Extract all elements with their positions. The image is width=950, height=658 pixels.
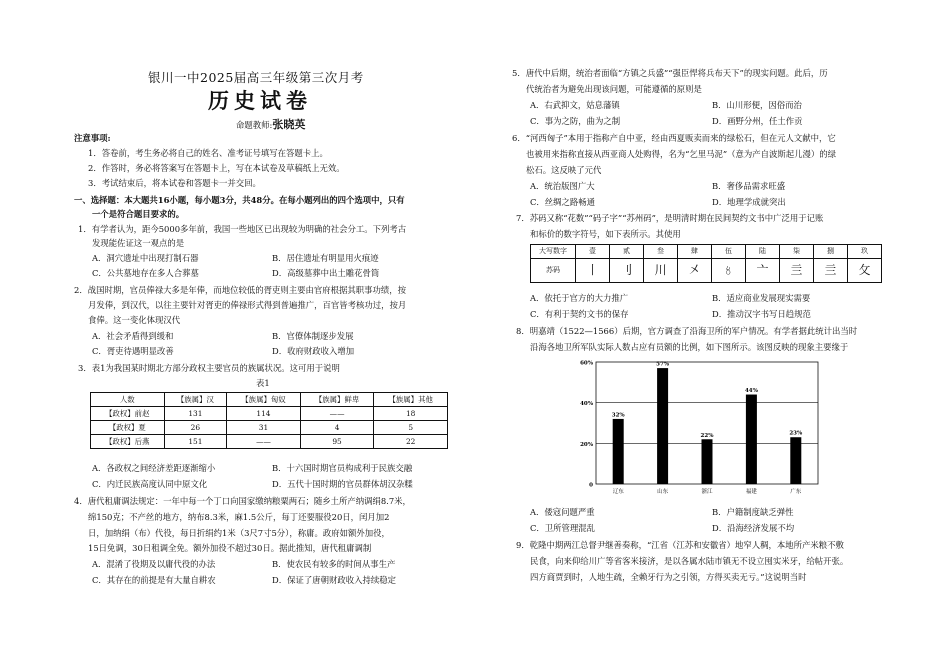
q4-stem: 绵150克；不产丝的地方，纳布8.3米，麻1.5公斤，每丁还要服役20日，闰月加2	[88, 512, 390, 522]
q5-option-b: B．山川形便，因俗而治	[712, 100, 802, 110]
q7-option-a: A．依托于官方的大力推广	[530, 293, 629, 303]
q2-option-a: A．社会矛盾得到缓和	[92, 331, 174, 341]
note-item: 3．考试结束后，将本试卷和答题卡一并交回。	[88, 178, 261, 188]
q8-stem: 8．明嘉靖（1522—1566）后期，官方调查了沿海卫所的军户情况。有学者据此统计出当时	[516, 326, 858, 336]
table-cell: 95	[300, 435, 374, 449]
q6-stem: 6．“河西匈子”本用于指称产自中亚，经由西夏贩卖而来的绿松石，但在元人文献中，它	[512, 133, 836, 143]
q2-option-c: C．胥吏待遇明显改善	[92, 346, 174, 356]
q3-option-c: C．内迁民族高度认同中原文化	[92, 479, 208, 489]
teacher-name: 张晓英	[272, 118, 306, 131]
table-header-cell: 人数	[91, 393, 165, 407]
q4-stem: 15日免调，30日租调全免。额外加役不超过30日。据此推知，唐代租庸调制	[88, 543, 372, 553]
school-title: 银川一中2025届高三年级第三次月考	[148, 70, 364, 85]
table-header-cell: 【族属】汉	[164, 393, 227, 407]
suma-cell: 伍	[712, 245, 746, 259]
table-cell: 【政权】后燕	[91, 435, 165, 449]
notes-heading: 注意事项:	[74, 133, 111, 143]
q1-option-b: B．居住遗址有明显用火痕迹	[272, 253, 379, 263]
q8-option-d: D．沿海经济发展不均	[712, 523, 795, 533]
x-tick-label: 辽东	[612, 489, 624, 495]
q7-stem: 7．苏码又称“花数”“码子字”“苏州码”，是明清时期在民间契约文书中广泛用于记账	[516, 213, 824, 223]
y-tick-label: 60%	[580, 360, 593, 367]
table-cell: 131	[164, 407, 227, 421]
table-cell: 26	[164, 421, 227, 435]
suma-cell: 玖	[848, 245, 882, 259]
y-tick-label: 0	[589, 482, 593, 489]
data-label: 23%	[789, 430, 803, 437]
x-tick-label: 浙江	[701, 489, 713, 495]
suma-symbol: 亖	[780, 259, 814, 283]
q3-option-d: D．五代十国时期的官员群体胡汉杂糅	[272, 479, 413, 489]
teacher-line	[236, 118, 305, 132]
q8-option-b: B．户籍制度缺乏弹性	[712, 507, 794, 517]
suma-cell: 捌	[814, 245, 848, 259]
x-tick-label: 广东	[790, 489, 802, 495]
table-row	[91, 435, 448, 449]
suma-row-numerals	[531, 245, 882, 259]
table-cell: 114	[227, 407, 301, 421]
bar-5	[790, 437, 801, 484]
suma-cell: 柒	[780, 245, 814, 259]
teacher-label: 命题教师:	[236, 120, 273, 130]
table-cell: 4	[300, 421, 374, 435]
bar-2	[657, 368, 668, 484]
y-tick-label: 20%	[580, 441, 593, 448]
data-label: 44%	[744, 388, 758, 395]
table-header-cell: 【族属】其他	[374, 393, 448, 407]
table-cell: 18	[374, 407, 448, 421]
note-item: 1．答卷前，考生务必将自己的姓名、准考证号填写在答题卡上。	[88, 148, 328, 158]
q2-stem: 月发俸，到汉代，以往主要针对胥吏的俸禄形式得到普遍推广，百官皆考核功过，按月	[88, 300, 407, 310]
q2-option-b: B．官僚体制逐步发展	[272, 331, 354, 341]
suma-cell: 壹	[576, 245, 610, 259]
q1-stem: 发现能佐证这一观点的是	[92, 238, 185, 248]
q8-option-c: C．卫所管理混乱	[530, 523, 596, 533]
q7-option-b: B．适应商业发展现实需要	[712, 293, 811, 303]
q5-option-a: A．右武抑文，姑息藩镇	[530, 100, 620, 110]
q1-stem: 1．有学者认为，距今5000多年前，我国一些地区已出现较为明确的社会分工。下列考古	[78, 224, 407, 234]
y-tick-label: 40%	[580, 401, 593, 408]
q2-stem: 2．战国时期，官员俸禄大多是年俸，而地位较低的胥吏则主要由官府根据其职事功绩，按	[74, 285, 406, 295]
q8-stem: 沿海各地卫所军队实际人数占应有员额的比例，如下图所示。该图反映的现象主要缘于	[530, 342, 849, 352]
q5-stem: 5．唐代中后期，统治者面临“方镇之兵盛”“强臣悍将兵布天下”的现实问题。此后，历	[512, 68, 828, 78]
suma-symbol: 亠	[746, 259, 780, 283]
suma-symbol: 攵	[848, 259, 882, 283]
q2-option-d: D．收府财政收入增加	[272, 346, 355, 356]
bar-1	[613, 419, 624, 484]
q4-option-c: C．其存在的前提是有大量自耕农	[92, 575, 216, 585]
exam-title: 历史试卷	[208, 89, 312, 113]
q5-option-c: C．事为之防，曲为之制	[530, 116, 621, 126]
data-label: 22%	[700, 432, 714, 439]
suma-symbol: 丨	[576, 259, 610, 283]
table-header-row	[91, 393, 448, 407]
q6-stem: 也被用来指称直接从西亚商人处购得，名为“乞里马泥”（意为产自波斯起儿漫）的绿	[526, 149, 837, 159]
table-row	[91, 421, 448, 435]
q4-stem: 日，加纳绢（布）代役，每日折绢约1米（3尺7寸5分），称庸。政府如额外加役，	[88, 528, 390, 538]
q6-option-b: B．奢侈品需求旺盛	[712, 181, 786, 191]
bar-4	[746, 395, 757, 484]
table-header-cell: 【族属】鲜卑	[300, 393, 374, 407]
q7-option-d: D．推动汉字书写日趋规范	[712, 309, 811, 319]
q4-stem: 4．唐代租庸调法规定：一年中每一个丁口向国家缴纳粮粟两石；随乡土所产纳调绢8.7米，	[74, 496, 411, 506]
q2-stem: 食俸。这一变化体现汉代	[88, 315, 181, 325]
q3-option-a: A．各政权之间经济差距逐渐缩小	[92, 463, 216, 473]
suma-cell: 叁	[644, 245, 678, 259]
suma-symbol: 㐅	[678, 259, 712, 283]
q9-stem: 四方商贾到时，人地生疏，全赖牙行为之引领，方得买卖无亏。”这说明当时	[530, 572, 807, 582]
suma-row-symbols	[531, 259, 882, 283]
q6-stem: 松石。这反映了元代	[526, 165, 602, 175]
q6-option-d: D．地理学成就突出	[712, 197, 786, 207]
table-cell: 31	[227, 421, 301, 435]
suma-cell: 陆	[746, 245, 780, 259]
garrison-bar-chart	[570, 356, 828, 498]
note-item: 2．作答时，务必将答案写在答题卡上，写在本试卷及草稿纸上无效。	[88, 163, 345, 173]
section-instructions: 一、选择题：本大题共16小题，每小题3分，共48分。在每小题列出的四个选项中，只有	[74, 195, 405, 205]
table-cell: 22	[374, 435, 448, 449]
q1-option-a: A．洞穴遗址中出现打制石器	[92, 253, 199, 263]
suma-table	[530, 244, 882, 283]
data-label: 32%	[611, 412, 625, 419]
q8-option-a: A．倭寇问题严重	[530, 507, 595, 517]
bar-3	[702, 439, 713, 484]
q4-option-b: B．使农民有较多的时间从事生产	[272, 559, 396, 569]
suma-cell: 贰	[610, 245, 644, 259]
q4-option-d: D．保证了唐朝财政收入持续稳定	[272, 575, 396, 585]
table-cell: 【政权】前赵	[91, 407, 165, 421]
q1-option-d: D．高级墓葬中出土雕花骨筒	[272, 268, 380, 278]
q4-option-a: A．混淆了役期及以庸代役的办法	[92, 559, 216, 569]
suma-symbol: 川	[644, 259, 678, 283]
table-cell: 151	[164, 435, 227, 449]
q1-option-c: C．公共墓地存在多人合葬墓	[92, 268, 199, 278]
q6-option-a: A．统治版图广大	[530, 181, 595, 191]
section-instructions-2: 一个是符合题目要求的。	[92, 209, 185, 219]
table-header-cell: 【族属】匈奴	[227, 393, 301, 407]
suma-cell: 肆	[678, 245, 712, 259]
suma-symbol: 刂	[610, 259, 644, 283]
q7-stem: 和标价的数字符号，如下表所示。其使用	[530, 229, 681, 239]
suma-cell: 苏码	[531, 259, 576, 283]
q3-option-b: B．十六国时期官员构成利于民族交融	[272, 463, 413, 473]
table-cell: 【政权】夏	[91, 421, 165, 435]
q3-stem: 3．表1为我国某时期北方部分政权主要官员的族属状况。这可用于说明	[78, 363, 340, 373]
q9-stem: 民食，向来仰给川广等省客米接济，是以各属水陆市镇无不设立囤实米牙，给帖开张。	[530, 556, 849, 566]
data-label: 57%	[656, 361, 670, 368]
x-tick-label: 山东	[657, 489, 669, 495]
table-cell: ——	[227, 435, 301, 449]
q6-option-c: C．丝绸之路畅通	[530, 197, 596, 207]
q7-option-c: C．有利于契约文书的保存	[530, 309, 629, 319]
q5-option-d: D．画野分州，任土作贡	[712, 116, 803, 126]
q5-stem: 代统治者为避免出现该问题，可能遵循的原则是	[526, 84, 702, 94]
table-row	[91, 407, 448, 421]
suma-cell: 大写数字	[531, 245, 576, 259]
table-cell: ——	[300, 407, 374, 421]
x-tick-label: 福建	[745, 489, 757, 495]
q9-stem: 9．乾隆中期两江总督尹继善奏称，“江省（江苏和安徽省）地窄人稠，本地所产米粮不敷	[516, 540, 844, 550]
suma-symbol: 〥	[712, 259, 746, 283]
suma-symbol: 亖	[814, 259, 848, 283]
table-caption: 表1	[256, 378, 270, 388]
officials-table	[90, 392, 448, 449]
table-cell: 5	[374, 421, 448, 435]
